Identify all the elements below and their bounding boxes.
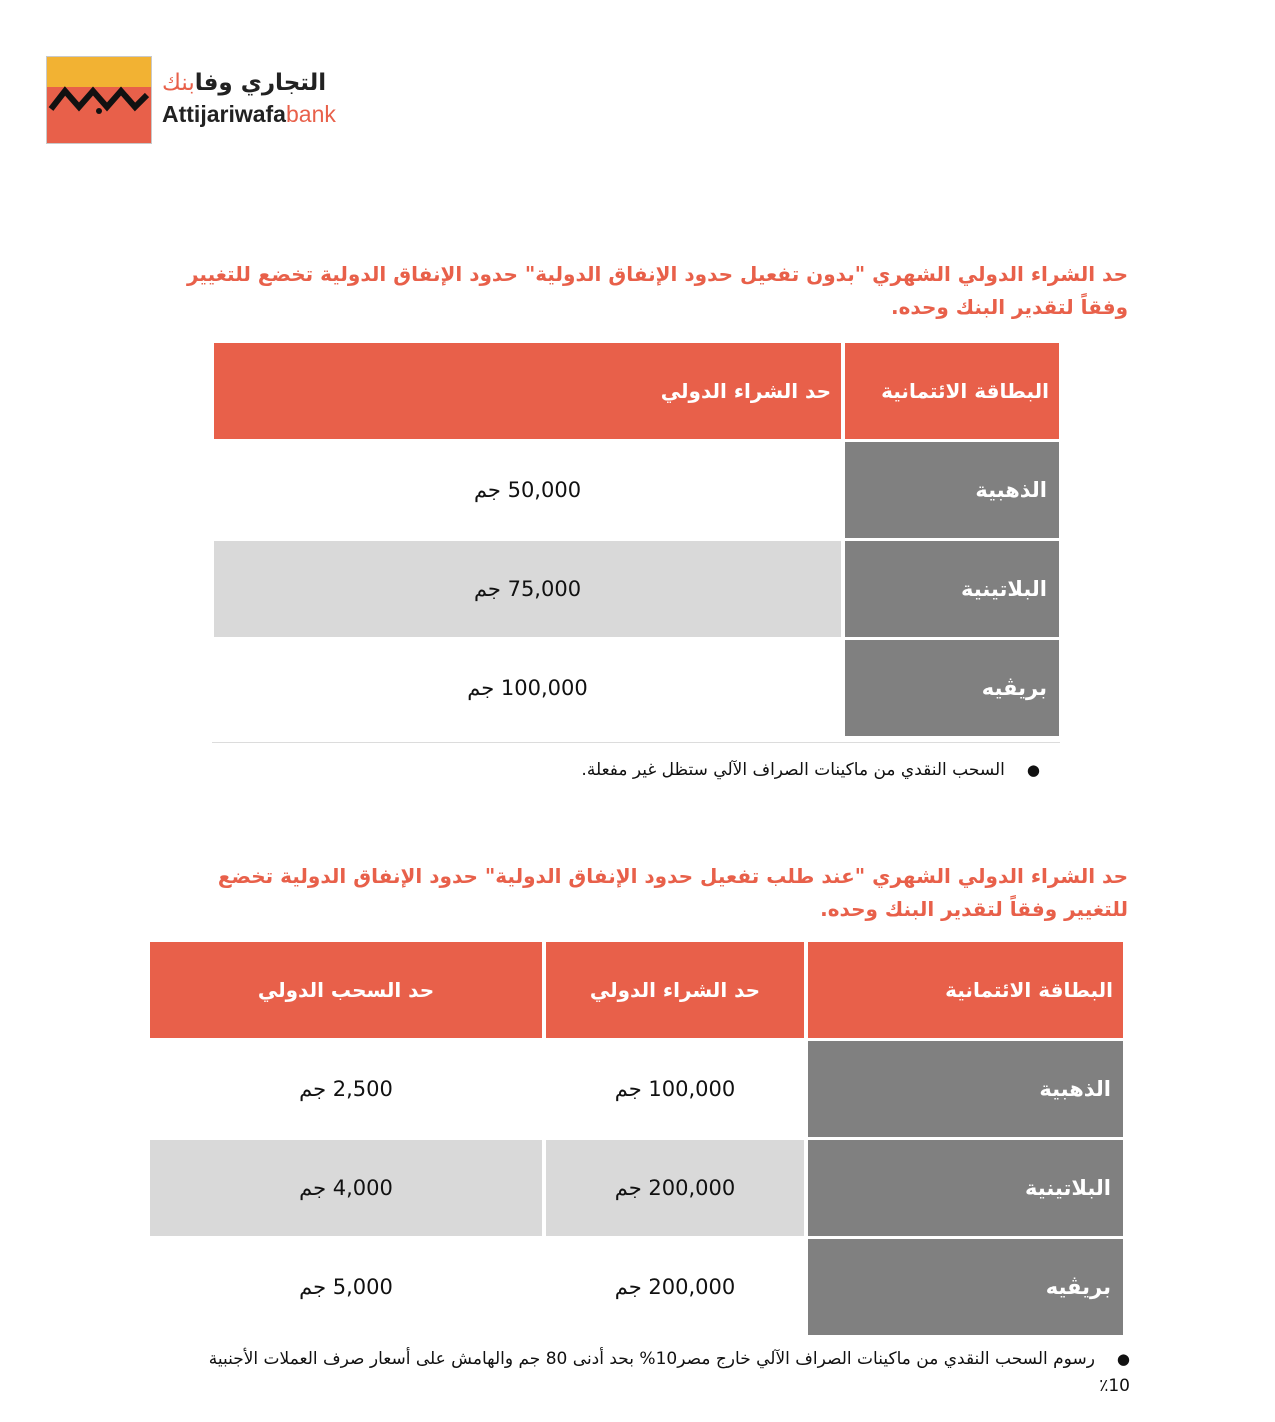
card-name: البلاتينية — [808, 1140, 1123, 1236]
purchase-limit: 50,000 جم — [214, 442, 841, 538]
withdrawal-limit: 4,000 جم — [150, 1140, 542, 1236]
purchase-limit: 75,000 جم — [214, 541, 841, 637]
logo-arabic-text: التجاري وفابنك — [162, 70, 327, 96]
table-row — [214, 442, 1059, 538]
table-row — [150, 1041, 1123, 1137]
bullet-icon: ● — [1026, 761, 1040, 779]
table-row — [214, 640, 1059, 736]
section1-heading: حد الشراء الدولي الشهري "بدون تفعيل حدود الإنفاق الدولية" حدود الإنفاق الدولية تخضع للتغيير وفقاً لتقدير البنك وحده. — [186, 262, 1128, 319]
section1-note: ●السحب النقدي من ماكينات الصراف الآلي ستظل غير مفعلة. — [300, 757, 1040, 784]
table-header-row — [214, 343, 1059, 439]
section2-note: ●رسوم السحب النقدي من ماكينات الصراف الآلي خارج مصر10% بحد أدنى 80 جم والهامش على أسعار صرف العملات الأجنبية 10٪ — [200, 1346, 1130, 1400]
column-header-purchase: حد الشراء الدولي — [214, 343, 841, 439]
section2-heading: حد الشراء الدولي الشهري "عند طلب تفعيل حدود الإنفاق الدولية" حدود الإنفاق الدولية تخضع للتغيير وفقاً لتقدير البنك وحده. — [217, 864, 1128, 921]
purchase-limit: 100,000 جم — [214, 640, 841, 736]
card-name: بريڤيه — [845, 640, 1059, 736]
table-header-row — [150, 942, 1123, 1038]
purchase-limit: 200,000 جم — [546, 1239, 804, 1335]
table-row — [150, 1140, 1123, 1236]
section1-table — [210, 340, 1063, 739]
table-row — [214, 541, 1059, 637]
bank-logo — [46, 56, 356, 146]
section2-table — [146, 939, 1127, 1338]
card-name: بريڤيه — [808, 1239, 1123, 1335]
card-name: البلاتينية — [845, 541, 1059, 637]
column-header-purchase: حد الشراء الدولي — [546, 942, 804, 1038]
bullet-icon: ● — [1116, 1350, 1130, 1368]
table-row — [150, 1239, 1123, 1335]
column-header-card: البطاقة الائتمانية — [808, 942, 1123, 1038]
logo-latin-suffix: bank — [285, 101, 336, 127]
withdrawal-limit: 2,500 جم — [150, 1041, 542, 1137]
purchase-limit: 100,000 جم — [546, 1041, 804, 1137]
card-name: الذهبية — [845, 442, 1059, 538]
purchase-limit: 200,000 جم — [546, 1140, 804, 1236]
table-bottom-rule — [212, 742, 1060, 743]
logo-latin-text: Attijariwafabank — [162, 101, 336, 127]
logo-arabic-suffix: بنك — [162, 70, 195, 96]
card-name: الذهبية — [808, 1041, 1123, 1137]
logo-mark-icon — [46, 56, 152, 144]
column-header-withdrawal: حد السحب الدولي — [150, 942, 542, 1038]
withdrawal-limit: 5,000 جم — [150, 1239, 542, 1335]
column-header-card: البطاقة الائتمانية — [845, 343, 1059, 439]
